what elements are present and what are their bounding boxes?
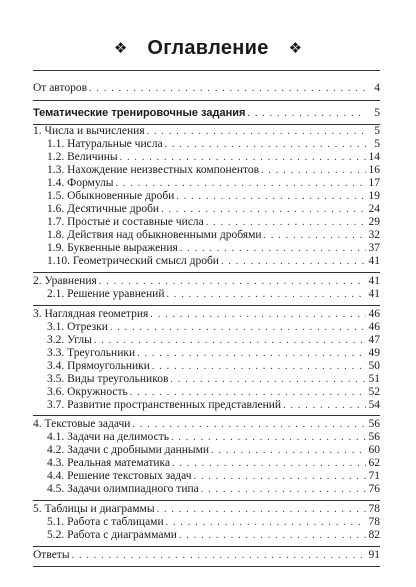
dot-leader <box>89 82 366 95</box>
divider <box>33 272 380 273</box>
toc-item-page: 14 <box>368 151 380 163</box>
toc-item-page: 62 <box>368 457 380 469</box>
dot-leader <box>201 483 366 496</box>
toc-item-label: 3.2. Углы <box>47 334 92 346</box>
toc-item-label: 1.6. Десятичные дроби <box>47 203 160 215</box>
divider <box>33 500 380 501</box>
toc-item-page: 24 <box>368 203 380 215</box>
toc-item[interactable] <box>47 516 380 529</box>
toc-item-page: 29 <box>368 216 380 228</box>
dot-leader <box>206 216 366 229</box>
toc-item-page: 16 <box>368 164 380 176</box>
dot-leader <box>147 125 366 138</box>
toc-entry-label: От авторов <box>33 82 88 94</box>
dot-leader <box>170 373 366 386</box>
toc-item-page: 32 <box>368 229 380 241</box>
toc-item[interactable] <box>47 321 380 334</box>
toc-item-label: 1.8. Действия над обыкновенными дробями <box>47 229 262 241</box>
divider <box>33 546 380 547</box>
dot-leader <box>172 457 366 470</box>
toc-item-label: 3.1. Отрезки <box>47 321 108 333</box>
dot-leader <box>194 470 366 483</box>
toc-section-label: 1. Числа и вычисления <box>33 125 145 137</box>
toc-item-label: 3.5. Виды треугольников <box>47 373 169 385</box>
toc-item-label: 1.7. Простые и составные числа <box>47 216 204 228</box>
dot-leader <box>261 164 366 177</box>
toc-section-2[interactable] <box>33 275 380 288</box>
toc-item-label: 1.2. Величины <box>47 151 118 163</box>
toc-item-label: 4.1. Задачи на делимость <box>47 431 169 443</box>
toc-item[interactable] <box>47 483 380 496</box>
toc-entry-intro[interactable] <box>33 82 380 95</box>
dot-leader <box>132 418 366 431</box>
toc-item-page: 47 <box>368 334 380 346</box>
toc-item-label: 3.6. Окружность <box>47 386 128 398</box>
toc-item[interactable] <box>47 177 380 190</box>
divider-bottom <box>33 566 380 567</box>
toc-entry-page: 91 <box>368 549 380 561</box>
page-title-row <box>0 36 416 60</box>
dot-leader <box>165 138 366 151</box>
dot-leader <box>99 275 366 288</box>
divider <box>33 415 380 416</box>
toc-section-3[interactable] <box>33 308 380 321</box>
toc-item-label: 4.4. Решение текстовых задач <box>47 470 192 482</box>
dot-leader <box>137 347 366 360</box>
dot-leader <box>166 516 366 529</box>
dot-leader <box>130 386 366 399</box>
toc-item-label: 5.1. Работа с таблицами <box>47 516 164 528</box>
toc-section-1[interactable] <box>33 125 380 138</box>
dot-leader <box>110 321 366 334</box>
dot-leader <box>283 399 366 412</box>
toc-item[interactable] <box>47 431 380 444</box>
toc-item-page: 76 <box>368 483 380 495</box>
toc-item[interactable] <box>47 470 380 483</box>
dot-leader <box>152 360 366 373</box>
toc-item-page: 82 <box>368 529 380 541</box>
divider <box>33 100 380 101</box>
toc-item[interactable] <box>47 288 380 301</box>
toc-item[interactable] <box>47 164 380 177</box>
toc-item[interactable] <box>47 529 380 542</box>
dot-leader <box>180 242 366 255</box>
ornament-left-icon: ❖ <box>113 39 128 57</box>
toc-item-label: 1.9. Буквенные выражения <box>47 242 178 254</box>
toc-item[interactable] <box>47 216 380 229</box>
dot-leader <box>157 503 366 516</box>
toc-entry-label: Тематические тренировочные задания <box>33 107 246 119</box>
toc-item[interactable] <box>47 373 380 386</box>
toc-section-page: 5 <box>374 125 380 137</box>
dot-leader <box>161 203 366 216</box>
toc-entry-thematic[interactable] <box>33 107 380 120</box>
dot-leader <box>94 334 366 347</box>
toc-item-label: 1.3. Нахождение неизвестных компонентов <box>47 164 260 176</box>
toc-item[interactable] <box>47 151 380 164</box>
toc-item[interactable] <box>47 229 380 242</box>
toc-section-page: 78 <box>368 503 380 515</box>
toc-entry-page: 5 <box>374 107 380 119</box>
dot-leader <box>264 229 367 242</box>
divider-top <box>33 70 380 71</box>
toc-item-label: 3.4. Прямоугольники <box>47 360 150 372</box>
toc-entry-page: 4 <box>374 82 380 94</box>
page-title: Оглавление <box>147 37 269 59</box>
dot-leader <box>221 255 366 268</box>
dot-leader <box>211 444 366 457</box>
toc-entry-label: Ответы <box>33 549 70 561</box>
dot-leader <box>150 308 366 321</box>
toc-item[interactable] <box>47 334 380 347</box>
toc-entry-answers[interactable] <box>33 549 380 562</box>
toc-item-label: 1.5. Обыкновенные дроби <box>47 190 175 202</box>
toc-item[interactable] <box>47 444 380 457</box>
toc-section-page: 41 <box>368 275 380 287</box>
toc-section-page: 56 <box>368 418 380 430</box>
toc-item-page: 37 <box>368 242 380 254</box>
toc-item-label: 2.1. Решение уравнений <box>47 288 165 300</box>
toc-item-page: 52 <box>368 386 380 398</box>
toc-item[interactable] <box>47 242 380 255</box>
toc-item-label: 5.2. Работа с диаграммами <box>47 529 177 541</box>
toc-item-page: 49 <box>368 347 380 359</box>
dot-leader <box>120 151 366 164</box>
toc-item-page: 41 <box>368 255 380 267</box>
dot-leader <box>171 431 366 444</box>
toc-item-label: 1.4. Формулы <box>47 177 114 189</box>
dot-leader <box>166 288 366 301</box>
toc-section-label: 5. Таблицы и диаграммы <box>33 503 155 515</box>
toc-item-page: 46 <box>368 321 380 333</box>
toc-section-label: 4. Текстовые задачи <box>33 418 131 430</box>
toc-item-label: 1.10. Геометрический смысл дроби <box>47 255 219 267</box>
dot-leader <box>247 107 366 120</box>
toc-section-page: 46 <box>368 308 380 320</box>
toc-item[interactable] <box>47 399 380 412</box>
toc-item-label: 4.2. Задачи с дробными данными <box>47 444 210 456</box>
toc-item-page: 56 <box>368 431 380 443</box>
toc-item[interactable] <box>47 347 380 360</box>
toc-item-page: 54 <box>368 399 380 411</box>
toc-item[interactable] <box>47 360 380 373</box>
toc-item[interactable] <box>47 255 380 268</box>
toc-item[interactable] <box>47 190 380 203</box>
toc-item-label: 4.3. Реальная математика <box>47 457 171 469</box>
dot-leader <box>179 529 366 542</box>
dot-leader <box>72 549 366 562</box>
toc-item[interactable] <box>47 203 380 216</box>
toc-section-5[interactable] <box>33 503 380 516</box>
toc-item-label: 3.7. Развитие пространственных представлений <box>47 399 282 411</box>
toc-item-page: 51 <box>368 373 380 385</box>
dot-leader <box>176 190 366 203</box>
toc-item[interactable] <box>47 457 380 470</box>
toc-item-page: 19 <box>368 190 380 202</box>
toc-item[interactable] <box>47 386 380 399</box>
toc-item[interactable] <box>47 138 380 151</box>
toc-item-page: 5 <box>374 138 380 150</box>
toc-section-4[interactable] <box>33 418 380 431</box>
toc-item-page: 71 <box>368 470 380 482</box>
ornament-right-icon: ❖ <box>288 39 303 57</box>
toc-section-label: 3. Наглядная геометрия <box>33 308 149 320</box>
toc-item-label: 3.3. Треугольники <box>47 347 136 359</box>
toc-item-page: 50 <box>368 360 380 372</box>
dot-leader <box>116 177 366 190</box>
toc-item-page: 17 <box>368 177 380 189</box>
toc-item-label: 4.5. Задачи олимпиадного типа <box>47 483 199 495</box>
toc-item-page: 60 <box>368 444 380 456</box>
toc-section-label: 2. Уравнения <box>33 275 97 287</box>
toc-item-page: 41 <box>368 288 380 300</box>
divider <box>33 305 380 306</box>
toc-item-page: 78 <box>368 516 380 528</box>
toc-item-label: 1.1. Натуральные числа <box>47 138 163 150</box>
